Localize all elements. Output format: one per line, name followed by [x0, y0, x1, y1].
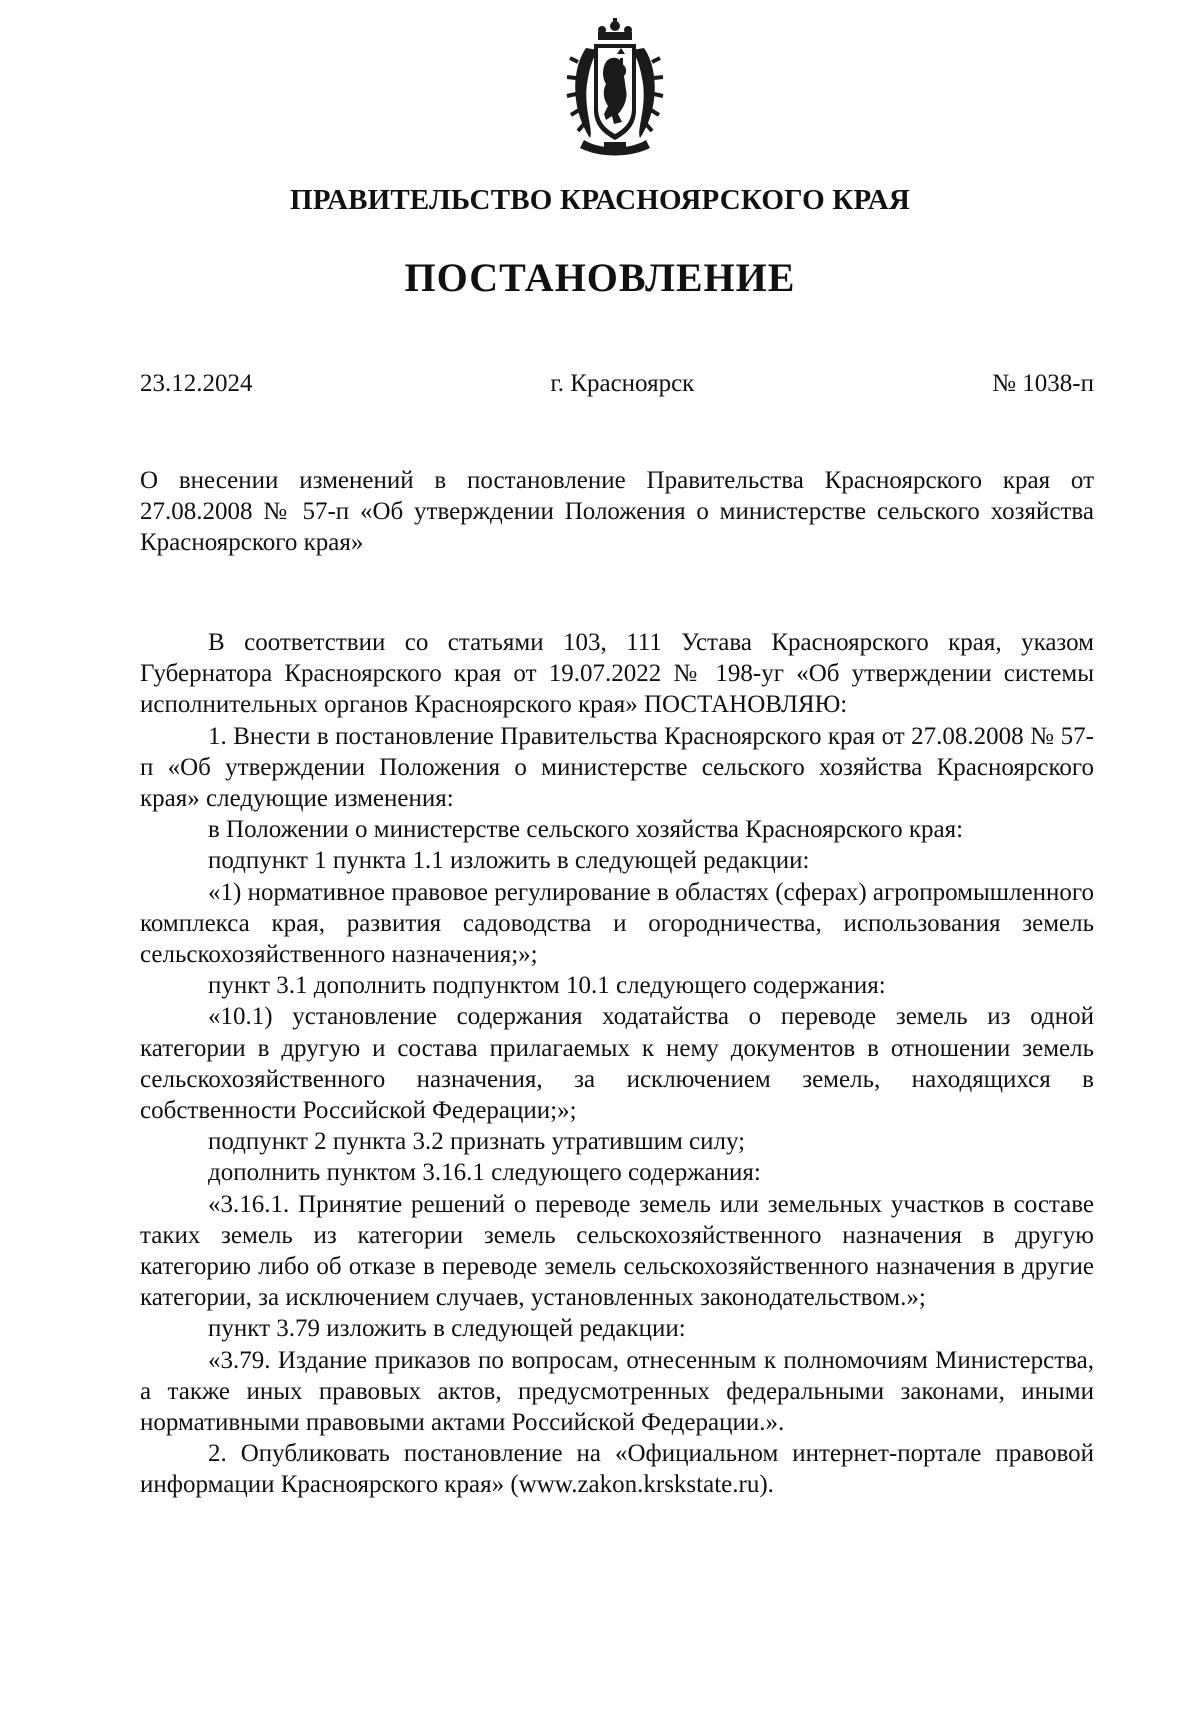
document-number: № 1038-п — [992, 370, 1094, 397]
paragraph-quote: «3.16.1. Принятие решений о переводе земель или земельных участков в составе таких земель из категории земель сельскохозяйственного назначения в другую категорию либо об отказе в переводе земель сельскохозяйственного назначения в другие категории, за исключением случаев, установленных законодательством.»; — [140, 1190, 1094, 1312]
paragraph: подпункт 1 пункта 1.1 изложить в следующей редакции: — [208, 847, 810, 875]
document-place: г. Красноярск — [550, 370, 695, 397]
paragraph-quote: «10.1) установление содержания ходатайства о переводе земель из одной категории в другую и состава прилагаемых к нему документов в отношении земель сельскохозяйственного назначения, за исключением земель, находящихся в собственности Российской Федерации;»; — [140, 1003, 1094, 1125]
document-body — [140, 627, 1094, 1501]
paragraph: в Положении о министерстве сельского хозяйства Красноярского края: — [208, 816, 964, 844]
document-date: 23.12.2024 — [140, 370, 253, 397]
paragraph-quote: «3.79. Издание приказов по вопросам, отнесенным к полномочиям Министерства, а также иных правовых актов, предусмотренных федеральными законами, иными нормативными правовыми актами Российской Федерации.». — [140, 1346, 1094, 1437]
paragraph: пункт 3.1 дополнить подпунктом 10.1 следующего содержания: — [208, 972, 886, 1000]
government-title: ПРАВИТЕЛЬСТВО КРАСНОЯРСКОГО КРАЯ — [289, 184, 911, 216]
document-type-heading: ПОСТАНОВЛЕНИЕ — [404, 255, 796, 300]
paragraph: подпункт 2 пункта 3.2 признать утратившим силу; — [208, 1128, 746, 1156]
document-meta-row — [140, 370, 1094, 398]
document-subject: О внесении изменений в постановление Правительства Красноярского края от 27.08.2008 № 57-п «Об утверждении Положения о министерстве сельского хозяйства Красноярского края» — [140, 467, 1094, 556]
paragraph-quote: «1) нормативное правовое регулирование в областях (сферах) агропромышленного комплекса края, развития садоводства и огородничества, использования земель сельскохозяйственного назначения;»; — [140, 878, 1094, 969]
krasnoyarsk-coat-of-arms-icon — [560, 18, 670, 158]
paragraph: пункт 3.79 изложить в следующей редакции: — [208, 1315, 686, 1343]
paragraph-preamble: В соответствии со статьями 103, 111 Устава Красноярского края, указом Губернатора Красноярского края от 19.07.2022 № 198-уг «Об утверждении системы исполнительных органов Красноярского края» ПОСТАНОВЛЯЮ: — [140, 629, 1094, 719]
paragraph-item-2: 2. Опубликовать постановление на «Официальном интернет-портале правовой информации Красноярского края» (www.zakon.krskstate.ru). — [140, 1440, 1094, 1499]
paragraph: дополнить пунктом 3.16.1 следующего содержания: — [208, 1159, 761, 1187]
paragraph-item-1: 1. Внести в постановление Правительства Красноярского края от 27.08.2008 № 57-п «Об утверждении Положения о министерстве сельского хозяйства Красноярского края» следующие изменения: — [140, 722, 1094, 813]
